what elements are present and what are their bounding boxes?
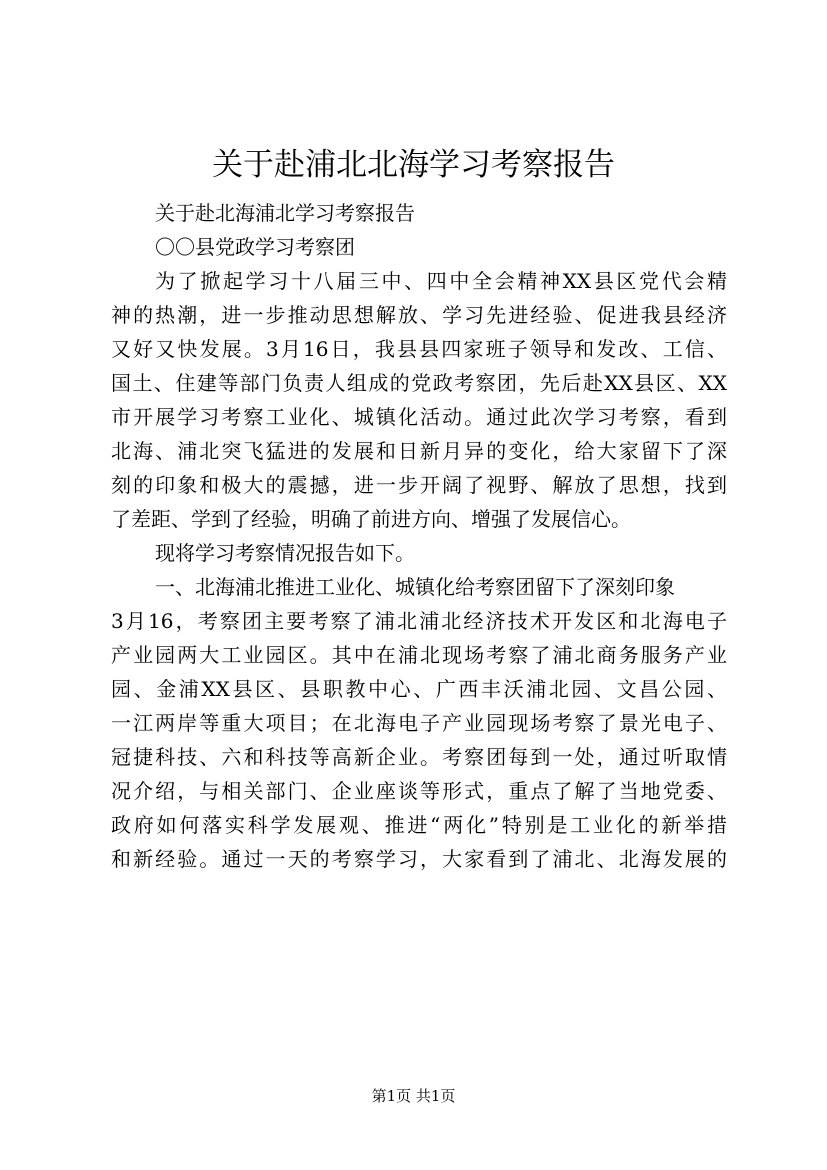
text-line: 神的热潮，进一步推动思想解放、学习先进经验、促进我县经济 bbox=[111, 303, 727, 327]
document-body bbox=[111, 196, 727, 876]
text-line: 园、金浦XX县区、县职教中心、广西丰沃浦北园、文昌公园、 bbox=[111, 677, 727, 701]
text-line: 3月16，考察团主要考察了浦北浦北经济技术开发区和北海电子 bbox=[111, 609, 727, 633]
text-line: 现将学习考察情况报告如下。 bbox=[155, 541, 415, 565]
text-line: 一、北海浦北推进工业化、城镇化给考察团留下了深刻印象 bbox=[155, 575, 675, 599]
text-line: 北海、浦北突飞猛进的发展和日新月异的变化，给大家留下了深 bbox=[111, 439, 727, 463]
text-line: 市开展学习考察工业化、城镇化活动。通过此次学习考察，看到 bbox=[111, 405, 727, 429]
document-title: 关于赴浦北北海学习考察报告 bbox=[212, 147, 615, 183]
text-line: 产业园两大工业园区。其中在浦北现场考察了浦北商务服务产业 bbox=[111, 643, 727, 667]
text-line: 冠捷科技、六和科技等高新企业。考察团每到一处，通过听取情 bbox=[111, 745, 727, 769]
text-line: 了差距、学到了经验，明确了前进方向、增强了发展信心。 bbox=[111, 507, 631, 531]
text-line: 国土、住建等部门负责人组成的党政考察团，先后赴XX县区、XX bbox=[111, 371, 727, 395]
text-line: 〇〇县党政学习考察团 bbox=[155, 235, 355, 259]
text-line: 为了掀起学习十八届三中、四中全会精神XX县区党代会精 bbox=[155, 269, 727, 293]
text-line: 刻的印象和极大的震撼，进一步开阔了视野、解放了思想，找到 bbox=[111, 473, 727, 497]
text-line: 关于赴北海浦北学习考察报告 bbox=[155, 201, 415, 225]
text-line: 况介绍，与相关部门、企业座谈等形式，重点了解了当地党委、 bbox=[111, 779, 727, 803]
page-footer: 第1页 共1页 bbox=[371, 1087, 456, 1105]
text-line: 又好又快发展。3月16日，我县县四家班子领导和发改、工信、 bbox=[111, 337, 727, 361]
text-line: 和新经验。通过一天的考察学习，大家看到了浦北、北海发展的 bbox=[111, 847, 727, 871]
text-line: 政府如何落实科学发展观、推进“两化”特别是工业化的新举措 bbox=[111, 813, 727, 837]
text-line: 一江两岸等重大项目；在北海电子产业园现场考察了景光电子、 bbox=[111, 711, 727, 735]
